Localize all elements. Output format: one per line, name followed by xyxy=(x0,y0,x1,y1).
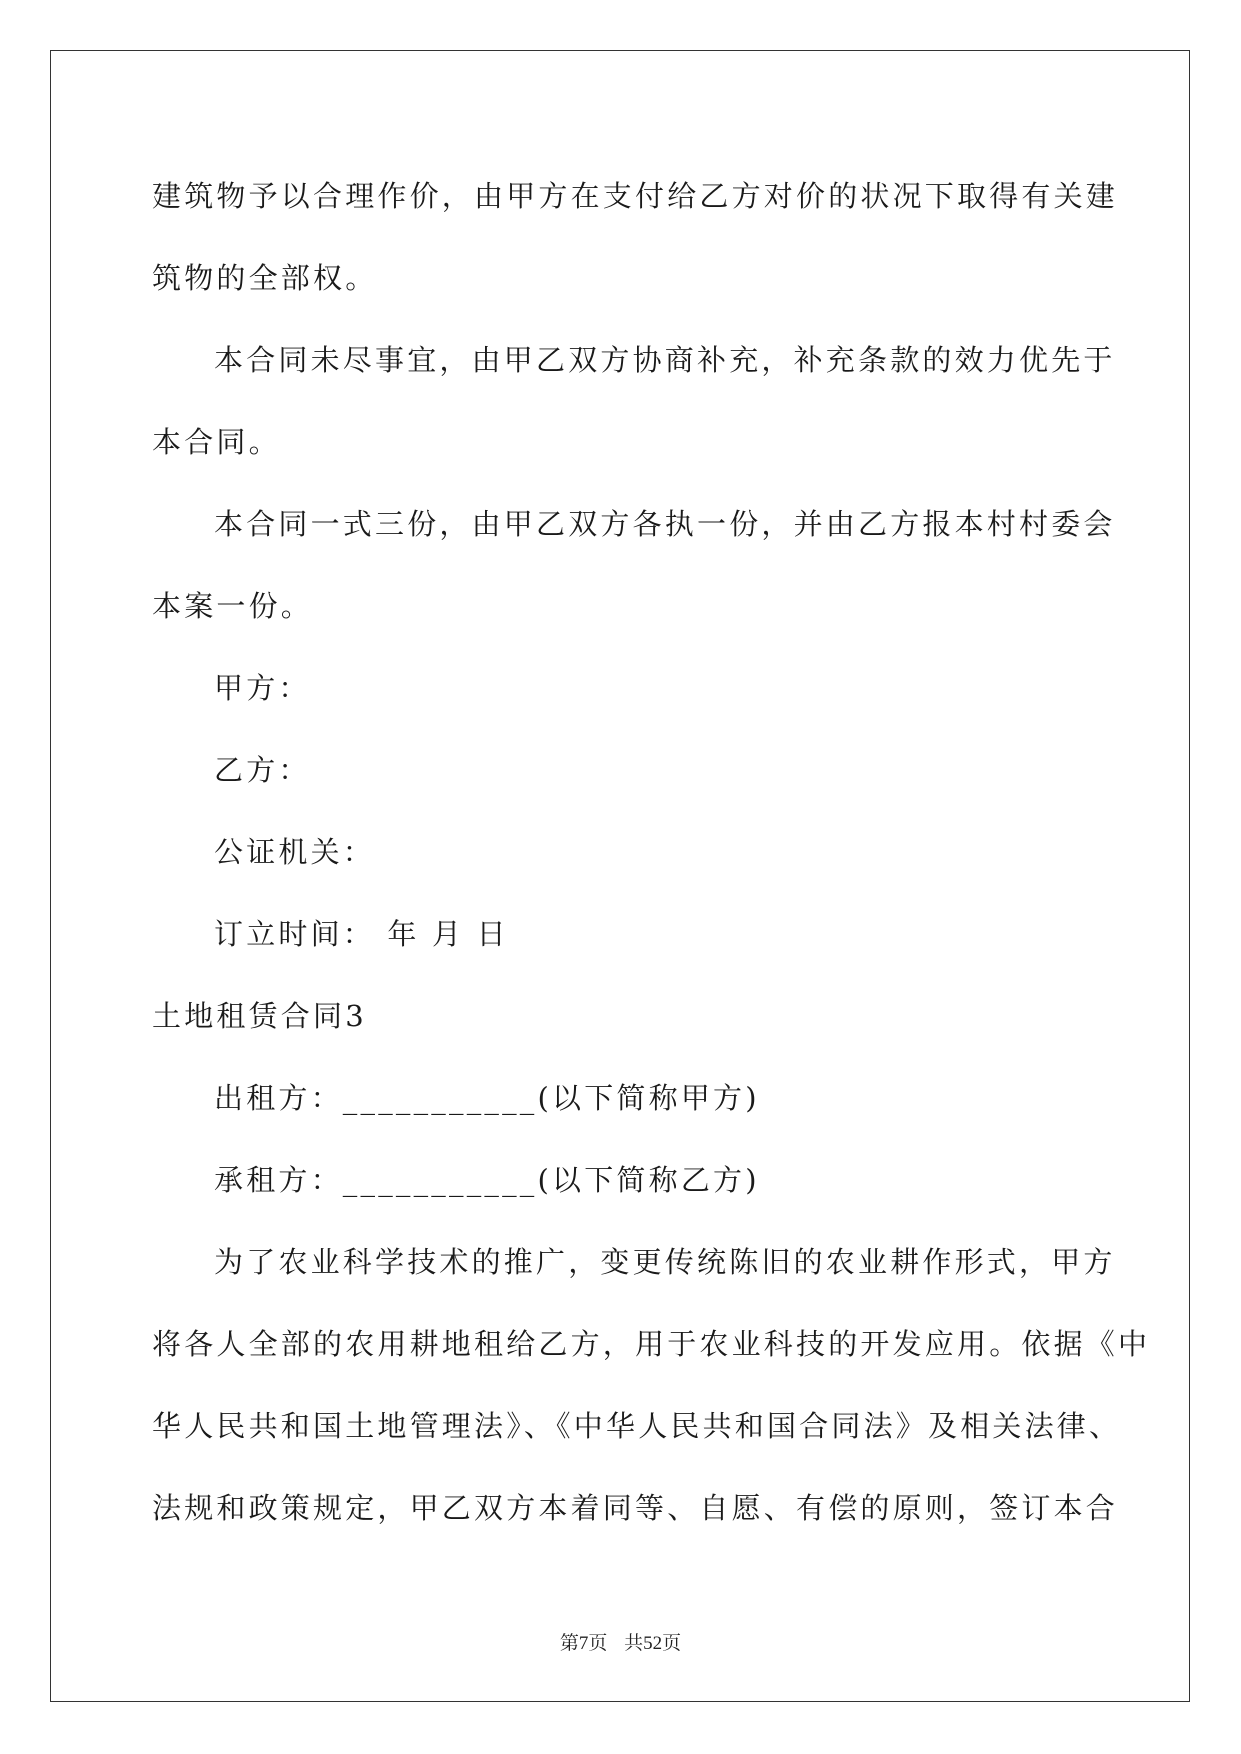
page-number: 第7页 xyxy=(559,1633,608,1654)
lessee-line: 承租方：___________(以下简称乙方) xyxy=(214,1163,760,1197)
signing-date-label: 订立时间： 年 月 日 xyxy=(214,917,509,951)
text-line: 华人民共和国土地管理法》、《中华人民共和国合同法》及相关法律、 xyxy=(152,1409,1122,1443)
text-line: 本案一份。 xyxy=(152,589,314,623)
text-line: 将各人全部的农用耕地租给乙方，用于农业科技的开发应用。依据《中 xyxy=(152,1327,1151,1361)
text-line: 本合同一式三份，由甲乙双方各执一份，并由乙方报本村村委会 xyxy=(214,507,1116,541)
document-body xyxy=(152,155,1151,1549)
text-line: 本合同未尽事宜，由甲乙双方协商补充，补充条款的效力优先于 xyxy=(214,343,1116,377)
text-line: 为了农业科学技术的推广，变更传统陈旧的农业耕作形式，甲方 xyxy=(214,1245,1116,1279)
text-line: 法规和政策规定，甲乙双方本着同等、自愿、有偿的原则，签订本合 xyxy=(152,1491,1119,1525)
page-footer xyxy=(0,1628,1241,1655)
lessor-line: 出租方：___________(以下简称甲方) xyxy=(214,1081,760,1115)
text-line: 本合同。 xyxy=(152,425,281,459)
text-line: 建筑物予以合理作价，由甲方在支付给乙方对价的状况下取得有关建 xyxy=(152,179,1119,213)
party-a-label: 甲方： xyxy=(214,671,311,705)
text-line: 筑物的全部权。 xyxy=(152,261,378,295)
notary-label: 公证机关： xyxy=(214,835,376,869)
page-total: 共52页 xyxy=(624,1633,682,1654)
party-b-label: 乙方： xyxy=(214,753,311,787)
section-title: 土地租赁合同3 xyxy=(152,999,367,1033)
